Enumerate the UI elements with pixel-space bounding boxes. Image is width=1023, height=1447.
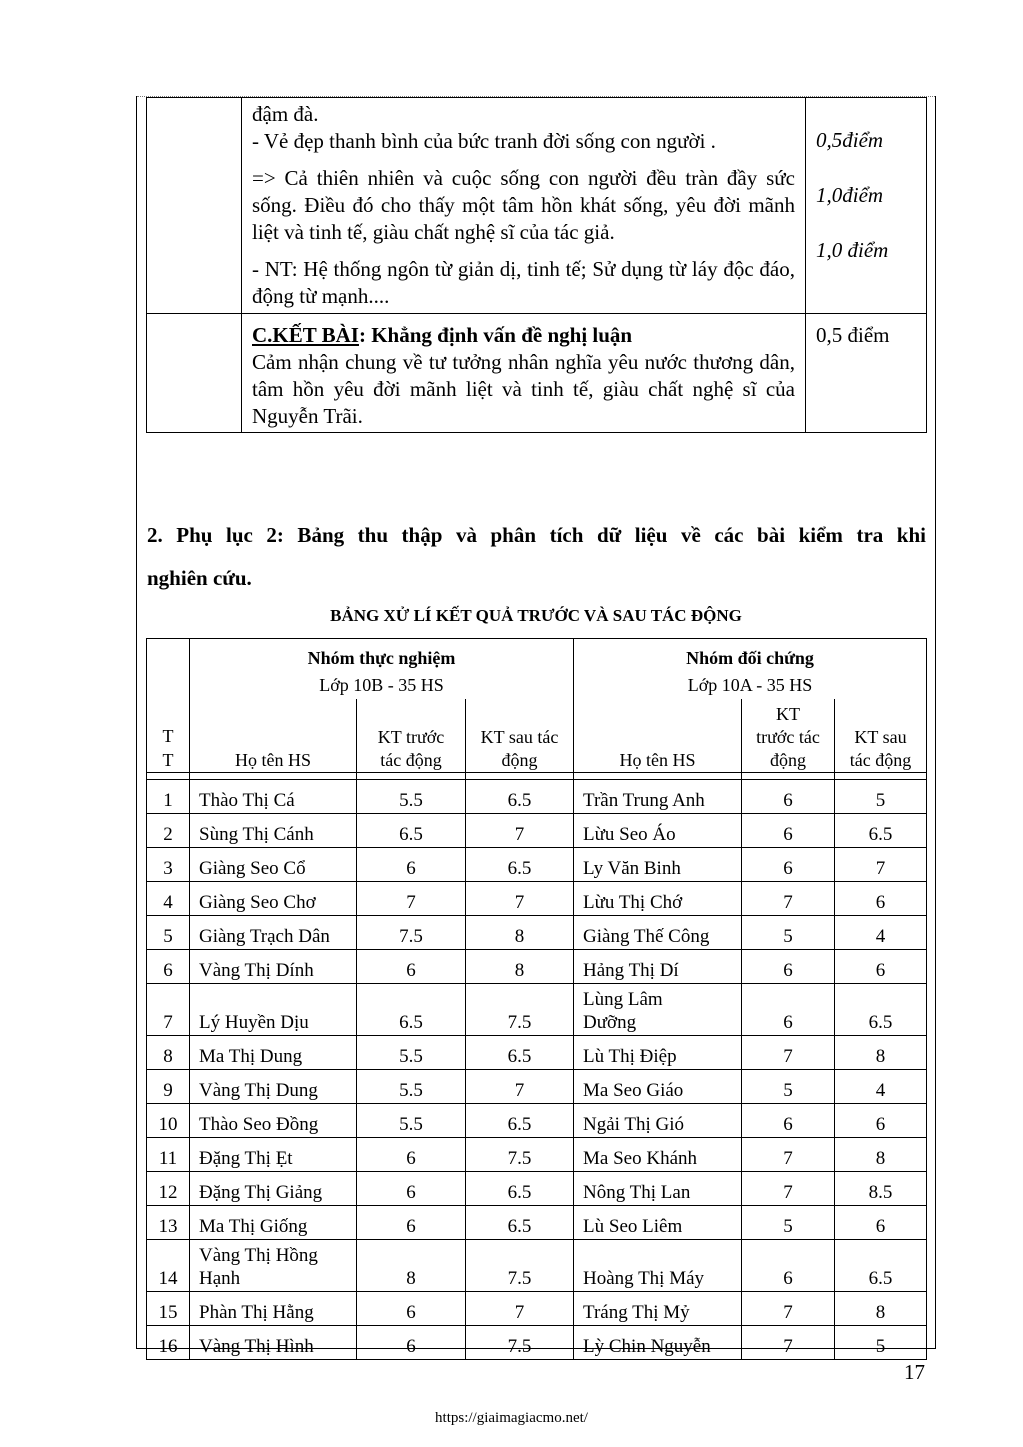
pre-score-cell-2: 6 [742, 847, 835, 881]
student-name-cell-2: Lừu Thị Chớ [574, 881, 742, 915]
tt-cell: 7 [147, 983, 190, 1035]
post-score-cell-2: 5 [835, 1325, 927, 1359]
post-score-cell: 7 [466, 1069, 574, 1103]
pre-score-cell-2: 5 [742, 1069, 835, 1103]
column-header-row [147, 699, 927, 772]
post-score-cell-2: 4 [835, 915, 927, 949]
pre-score-cell: 6.5 [357, 983, 466, 1035]
header-line: trước tác [756, 726, 820, 747]
grading-line: - NT: Hệ thống ngôn từ giản dị, tinh tế; Sử dụng từ láy độc đáo, động từ mạnh.... [252, 257, 795, 308]
post-score-cell: 6.5 [466, 1171, 574, 1205]
pre-score-cell: 6 [357, 1291, 466, 1325]
post-score-cell: 7 [466, 881, 574, 915]
student-name-cell: Đặng Thị Giảng [190, 1171, 357, 1205]
post-score-cell: 7 [466, 813, 574, 847]
student-name-cell-2: Ly Văn Binh [574, 847, 742, 881]
post-score-cell: 6.5 [466, 1103, 574, 1137]
grading-empty-cell [147, 314, 242, 433]
post-score-cell-2: 4 [835, 1069, 927, 1103]
student-name-cell-2: Ma Seo Khánh [574, 1137, 742, 1171]
grading-empty-cell [147, 98, 242, 314]
student-name-cell-2: Nông Thị Lan [574, 1171, 742, 1205]
tt-cell: 6 [147, 949, 190, 983]
tt-cell: 12 [147, 1171, 190, 1205]
post-score-cell-2: 6 [835, 881, 927, 915]
student-name-cell-line: Hạnh [199, 1267, 241, 1289]
header-line: tác động [380, 749, 442, 770]
group-header-row [147, 639, 927, 700]
tt-cell: 1 [147, 779, 190, 813]
student-name-cell: Sùng Thị Cánh [190, 813, 357, 847]
student-name-cell: Thào Thị Cá [190, 779, 357, 813]
pre-score-cell-2: 6 [742, 949, 835, 983]
table-row [147, 915, 927, 949]
grading-score-cell [806, 98, 927, 314]
grading-line: - Vẻ đẹp thanh bình của bức tranh đời sống con người . [252, 129, 716, 153]
header-line: KT [776, 703, 801, 724]
pre-score-cell: 6 [357, 847, 466, 881]
table-row [147, 779, 927, 813]
student-name-cell-2 [574, 983, 742, 1035]
group2-class: Lớp 10A - 35 HS [687, 675, 813, 695]
post-test-header-2 [835, 699, 927, 772]
post-score-cell-2: 7 [835, 847, 927, 881]
pre-score-cell: 6 [357, 1205, 466, 1239]
tt-cell: 4 [147, 881, 190, 915]
results-table [146, 638, 927, 1360]
footer-url: https://giaimagiacmo.net/ [435, 1410, 588, 1426]
tt-header-line: T [162, 725, 174, 746]
table-row [147, 1205, 927, 1239]
section-heading-line1: 2. Phụ lục 2: Bảng thu thập và phân tích dữ liệu về các bài kiểm tra khi [147, 523, 926, 547]
score-value: 0,5 điểm [816, 323, 890, 347]
student-name-cell-2-line: Dưỡng [583, 1011, 637, 1033]
pre-score-cell: 6 [357, 1325, 466, 1359]
pre-test-header-2 [742, 699, 835, 772]
post-score-cell-2: 6 [835, 1103, 927, 1137]
post-score-cell: 6.5 [466, 1035, 574, 1069]
pre-score-cell-2: 7 [742, 1291, 835, 1325]
pre-score-cell: 6 [357, 949, 466, 983]
grading-content-cell [242, 98, 806, 314]
post-score-cell: 6.5 [466, 779, 574, 813]
group2-header [574, 639, 927, 700]
group1-class: Lớp 10B - 35 HS [319, 675, 444, 695]
name-header: Họ tên HS [190, 699, 357, 772]
student-name-cell: Ma Thị Dung [190, 1035, 357, 1069]
score-value: 1,0 điểm [816, 238, 889, 262]
pre-score-cell-2: 6 [742, 1239, 835, 1291]
student-name-cell-2-line: Lùng Lâm [583, 988, 663, 1010]
table-row [147, 1325, 927, 1359]
grading-row [147, 314, 927, 433]
post-score-cell-2: 8 [835, 1035, 927, 1069]
post-score-cell: 6.5 [466, 1205, 574, 1239]
student-name-cell: Ma Thị Giống [190, 1205, 357, 1239]
post-test-header [466, 699, 574, 772]
post-score-cell: 7.5 [466, 1137, 574, 1171]
tt-cell: 9 [147, 1069, 190, 1103]
post-score-cell-2: 6.5 [835, 1239, 927, 1291]
tt-cell: 8 [147, 1035, 190, 1069]
tt-cell: 11 [147, 1137, 190, 1171]
table-row [147, 983, 927, 1035]
student-name-cell-line: Vàng Thị Hồng [199, 1244, 318, 1266]
pre-score-cell: 5.5 [357, 779, 466, 813]
student-name-cell: Giàng Seo Chơ [190, 881, 357, 915]
post-score-cell: 8 [466, 949, 574, 983]
tt-cell: 16 [147, 1325, 190, 1359]
pre-score-cell: 8 [357, 1239, 466, 1291]
conclusion-heading-rest: : Khẳng định vấn đề nghị luận [358, 323, 633, 347]
tt-cell: 10 [147, 1103, 190, 1137]
table-row [147, 1069, 927, 1103]
student-name-cell: Vàng Thị Hình [190, 1325, 357, 1359]
header-line: KT sau [854, 726, 907, 747]
header-line: KT sau tác [480, 726, 559, 747]
post-score-cell-2: 6 [835, 1205, 927, 1239]
pre-score-cell: 6.5 [357, 813, 466, 847]
student-name-cell: Giàng Trạch Dân [190, 915, 357, 949]
pre-score-cell-2: 7 [742, 1325, 835, 1359]
pre-test-header [357, 699, 466, 772]
results-body [147, 779, 927, 1359]
tt-cell: 14 [147, 1239, 190, 1291]
pre-score-cell-2: 5 [742, 1205, 835, 1239]
section-heading-line2: nghiên cứu. [147, 566, 252, 590]
student-name-cell-2: Ma Seo Giáo [574, 1069, 742, 1103]
name-header-2: Họ tên HS [574, 699, 742, 772]
table-row [147, 1137, 927, 1171]
post-score-cell-2: 5 [835, 779, 927, 813]
post-score-cell: 7.5 [466, 1325, 574, 1359]
student-name-cell-2: Lù Seo Liêm [574, 1205, 742, 1239]
grading-content-cell [242, 314, 806, 433]
post-score-cell-2: 8 [835, 1291, 927, 1325]
post-score-cell: 7 [466, 1291, 574, 1325]
post-score-cell: 8 [466, 915, 574, 949]
post-score-cell: 7.5 [466, 983, 574, 1035]
score-value: 1,0điểm [816, 183, 884, 207]
group1-header [190, 639, 574, 700]
post-score-cell-2: 6.5 [835, 813, 927, 847]
student-name-cell-2: Hoàng Thị Máy [574, 1239, 742, 1291]
table-row [147, 949, 927, 983]
student-name-cell-2: Lỳ Chin Nguyễn [574, 1325, 742, 1359]
pre-score-cell-2: 6 [742, 779, 835, 813]
grading-score-cell [806, 314, 927, 433]
score-value: 0,5điểm [816, 128, 884, 152]
pre-score-cell: 7 [357, 881, 466, 915]
pre-score-cell: 7.5 [357, 915, 466, 949]
grading-line: đậm đà. [252, 102, 319, 126]
student-name-cell-2: Hảng Thị Dí [574, 949, 742, 983]
grading-row [147, 98, 927, 314]
student-name-cell [190, 1239, 357, 1291]
student-name-cell-2: Trần Trung Anh [574, 779, 742, 813]
table-title: BẢNG XỬ LÍ KẾT QUẢ TRƯỚC VÀ SAU TÁC ĐỘNG [330, 606, 742, 625]
tt-header [147, 639, 190, 773]
pre-score-cell-2: 7 [742, 881, 835, 915]
pre-score-cell: 6 [357, 1171, 466, 1205]
tt-cell: 2 [147, 813, 190, 847]
pre-score-cell-2: 7 [742, 1035, 835, 1069]
header-line: động [770, 749, 807, 770]
student-name-cell-2: Ngải Thị Gió [574, 1103, 742, 1137]
pre-score-cell-2: 7 [742, 1171, 835, 1205]
table-row [147, 847, 927, 881]
tt-cell: 5 [147, 915, 190, 949]
conclusion-text: Cảm nhận chung về tư tưởng nhân nghĩa yêu nước thương dân, tâm hồn yêu đời mãnh liệt và tinh tế, giàu chất nghệ sĩ của Nguyễn Trãi. [252, 350, 795, 428]
table-row [147, 1103, 927, 1137]
table-row [147, 1035, 927, 1069]
table-row [147, 881, 927, 915]
page-number: 17 [904, 1360, 925, 1384]
student-name-cell-2: Giàng Thế Công [574, 915, 742, 949]
table-row [147, 813, 927, 847]
table-row [147, 1171, 927, 1205]
student-name-cell: Đặng Thị Ẹt [190, 1137, 357, 1171]
header-line: tác động [849, 749, 912, 770]
post-score-cell: 6.5 [466, 847, 574, 881]
conclusion-heading [252, 322, 795, 349]
student-name-cell: Vàng Thị Dung [190, 1069, 357, 1103]
student-name-cell: Lý Huyền Dịu [190, 983, 357, 1035]
post-score-cell-2: 8 [835, 1137, 927, 1171]
pre-score-cell-2: 7 [742, 1137, 835, 1171]
post-score-cell-2: 6.5 [835, 983, 927, 1035]
pre-score-cell-2: 6 [742, 813, 835, 847]
table-row [147, 1239, 927, 1291]
grading-table [146, 97, 927, 433]
group2-name: Nhóm đối chứng [686, 648, 814, 668]
table-row [147, 1291, 927, 1325]
student-name-cell-2: Lù Thị Điệp [574, 1035, 742, 1069]
pre-score-cell-2: 6 [742, 983, 835, 1035]
pre-score-cell: 5.5 [357, 1035, 466, 1069]
tt-header-line: T [162, 749, 174, 770]
student-name-cell-2: Lừu Seo Áo [574, 813, 742, 847]
header-line: KT trước [377, 726, 445, 747]
pre-score-cell-2: 5 [742, 915, 835, 949]
tt-cell: 15 [147, 1291, 190, 1325]
grading-line: => Cả thiên nhiên và cuộc sống con người đều tràn đầy sức sống. Điều đó cho thấy một tâm hồn khát sống, yêu đời mãnh liệt và tinh tế, giàu chất nghệ sĩ của tác giả. [252, 166, 795, 244]
post-score-cell-2: 6 [835, 949, 927, 983]
header-spacer [147, 772, 927, 779]
student-name-cell: Giàng Seo Cổ [190, 847, 357, 881]
pre-score-cell: 5.5 [357, 1103, 466, 1137]
pre-score-cell: 6 [357, 1137, 466, 1171]
tt-cell: 3 [147, 847, 190, 881]
pre-score-cell: 5.5 [357, 1069, 466, 1103]
pre-score-cell-2: 6 [742, 1103, 835, 1137]
student-name-cell: Thào Seo Đồng [190, 1103, 357, 1137]
post-score-cell: 7.5 [466, 1239, 574, 1291]
conclusion-heading-label: C.KẾT BÀI [252, 323, 359, 347]
student-name-cell: Phàn Thị Hằng [190, 1291, 357, 1325]
student-name-cell-2: Tráng Thị Mỷ [574, 1291, 742, 1325]
student-name-cell: Vàng Thị Dính [190, 949, 357, 983]
post-score-cell-2: 8.5 [835, 1171, 927, 1205]
header-line: động [501, 749, 538, 770]
tt-cell: 13 [147, 1205, 190, 1239]
group1-name: Nhóm thực nghiệm [307, 648, 456, 668]
